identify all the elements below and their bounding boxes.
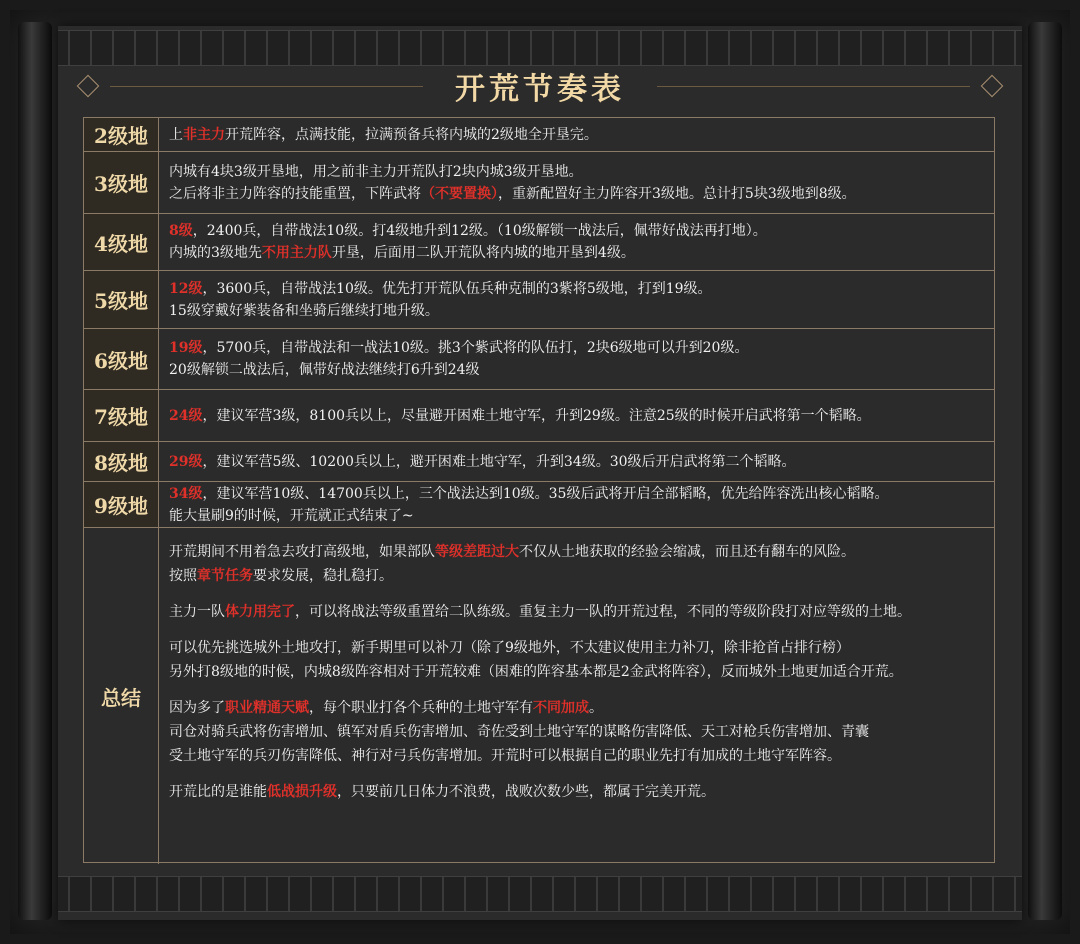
text-line [169, 483, 984, 505]
title-divider [110, 86, 423, 87]
text-segment: ，建议军营5级、10200兵以上，避开困难土地守军，升到34级。30级后开启武将第二个韬略。 [202, 453, 796, 470]
text-line [169, 660, 984, 684]
text-line [169, 720, 984, 744]
title-divider [657, 86, 970, 87]
level-label: 7级地 [84, 390, 159, 441]
text-line [169, 564, 984, 588]
text-segment: ，5700兵，自带战法和一战法10级。挑3个紫武将的队伍打，2块6级地可以升到20级。 [202, 340, 749, 356]
scroll-roller-left [18, 22, 52, 920]
summary-paragraph [169, 696, 984, 768]
highlight-text: 34级 [169, 485, 203, 502]
level-label: 8级地 [84, 442, 159, 481]
level-label: 2级地 [84, 118, 159, 151]
text-segment: ，建议军营10级、14700兵以上，三个战法达到10级。35级后武将开启全部韬略，优先给阵容洗出核心韬略。 [202, 485, 889, 502]
text-segment: 开荒阵容，点满技能，拉满预备兵将内城的2级地全开垦完。 [225, 126, 598, 143]
highlight-text: 19级 [169, 340, 203, 356]
text-line [169, 359, 984, 381]
text-segment: ，每个职业打各个兵种的土地守军有 [309, 700, 533, 716]
row-content [159, 442, 994, 481]
highlight-text: 12级 [169, 280, 203, 297]
scroll-roller-right [1028, 22, 1062, 920]
level-label: 6级地 [84, 329, 159, 389]
schedule-table [83, 117, 995, 863]
row-content [159, 482, 994, 527]
text-segment: 因为多了 [169, 700, 225, 716]
table-row [84, 271, 994, 329]
text-line [169, 183, 984, 205]
highlight-text: 体力用完了 [225, 604, 295, 620]
text-line [169, 161, 984, 183]
row-content [159, 118, 994, 151]
text-segment: 要求发展，稳扎稳打。 [253, 568, 393, 584]
text-segment: 按照 [169, 568, 197, 584]
text-line [169, 300, 984, 322]
text-segment: 能大量刷9的时候，开荒就正式结束了~ [169, 507, 414, 524]
highlight-text: 章节任务 [197, 568, 253, 584]
summary-paragraph [169, 636, 984, 684]
text-segment: ，可以将战法等级重置给二队练级。重复主力一队的开荒过程，不同的等级阶段打对应等级的土地。 [295, 604, 911, 620]
summary-paragraph [169, 540, 984, 588]
text-line [169, 124, 984, 146]
highlight-text: （不要置换） [421, 185, 498, 202]
text-segment: 上 [169, 126, 183, 143]
text-line [169, 696, 984, 720]
text-segment: 司仓对骑兵武将伤害增加、镇军对盾兵伤害增加、奇佐受到土地守军的谋略伤害降低、天工对枪兵伤害增加、青囊 [169, 724, 869, 740]
text-segment: 可以优先挑选城外土地攻打，新手期里可以补刀（除了9级地外，不太建议使用主力补刀，除非抢首占排行榜） [169, 640, 850, 656]
level-label: 5级地 [84, 271, 159, 328]
summary-content [159, 528, 994, 864]
text-line [169, 405, 984, 427]
highlight-text: 24级 [169, 407, 203, 424]
table-row [84, 442, 994, 482]
text-line [169, 278, 984, 300]
level-label: 3级地 [84, 152, 159, 213]
text-line [169, 505, 984, 527]
text-segment: ，2400兵，自带战法10级。打4级地升到12级。（10级解锁一战法后，佩带好战法再打地）。 [192, 223, 767, 239]
summary-paragraph [169, 600, 984, 624]
highlight-text: 职业精通天赋 [225, 700, 309, 716]
summary-paragraph [169, 780, 984, 804]
row-content [159, 390, 994, 441]
text-segment: 开垦，后面用二队开荒队将内城的地开垦到4级。 [331, 245, 635, 261]
text-line [169, 242, 984, 264]
table-row [84, 329, 994, 390]
text-line [169, 540, 984, 564]
text-line [169, 337, 984, 359]
text-segment: 不仅从土地获取的经验会缩减，而且还有翻车的风险。 [519, 544, 855, 560]
table-row [84, 482, 994, 528]
text-segment: 15级穿戴好紫装备和坐骑后继续打地升级。 [169, 302, 439, 319]
title-bar [80, 60, 1000, 112]
highlight-text: 29级 [169, 453, 203, 470]
diamond-ornament-icon [981, 75, 1004, 98]
text-segment: 主力一队 [169, 604, 225, 620]
text-segment: 20级解锁二战法后，佩带好战法继续打6升到24级 [169, 362, 480, 378]
text-segment: 。 [589, 700, 603, 716]
text-segment: 内城的3级地先 [169, 245, 262, 261]
text-segment: ，建议军营3级，8100兵以上，尽量避开困难土地守军，升到29级。注意25级的时候开启武将第一个韬略。 [202, 407, 871, 424]
diamond-ornament-icon [77, 75, 100, 98]
row-content [159, 271, 994, 328]
summary-label: 总结 [84, 528, 159, 864]
highlight-text: 等级差距过大 [435, 544, 519, 560]
fret-border-bottom [58, 876, 1022, 912]
row-content [159, 152, 994, 213]
text-line [169, 451, 984, 473]
summary-row [84, 528, 994, 864]
text-segment: ，重新配置好主力阵容开3级地。总计打5块3级地到8级。 [498, 185, 856, 202]
table-row [84, 214, 994, 271]
text-line [169, 744, 984, 768]
text-line [169, 780, 984, 804]
highlight-text: 非主力 [183, 126, 225, 143]
text-segment: ，3600兵，自带战法10级。优先打开荒队伍兵种克制的3紫将5级地，打到19级。 [202, 280, 712, 297]
text-segment: 内城有4块3级开垦地，用之前非主力开荒队打2块内城3级开垦地。 [169, 163, 583, 180]
text-line [169, 636, 984, 660]
level-label: 9级地 [84, 482, 159, 527]
table-row [84, 152, 994, 214]
highlight-text: 不用主力队 [261, 245, 332, 261]
text-segment: 之后将非主力阵容的技能重置，下阵武将 [169, 185, 421, 202]
row-content [159, 329, 994, 389]
text-segment: 开荒比的是谁能 [169, 784, 267, 800]
highlight-text: 低战损升级 [267, 784, 337, 800]
row-content [159, 214, 994, 270]
text-segment: ，只要前几日体力不浪费，战败次数少些，都属于完美开荒。 [337, 784, 715, 800]
text-segment: 另外打8级地的时候，内城8级阵容相对于开荒较难（困难的阵容基本都是2金武将阵容），反而城外土地更加适合开荒。 [169, 664, 903, 680]
table-row [84, 390, 994, 442]
text-line [169, 600, 984, 624]
text-segment: 受土地守军的兵刃伤害降低、神行对弓兵伤害增加。开荒时可以根据自己的职业先打有加成的土地守军阵容。 [169, 748, 841, 764]
table-row [84, 118, 994, 152]
level-label: 4级地 [84, 214, 159, 270]
text-segment: 开荒期间不用着急去攻打高级地，如果部队 [169, 544, 435, 560]
highlight-text: 8级 [169, 223, 193, 239]
page-title: 开荒节奏表 [455, 72, 625, 107]
text-line [169, 220, 984, 242]
highlight-text: 不同加成 [533, 700, 589, 716]
